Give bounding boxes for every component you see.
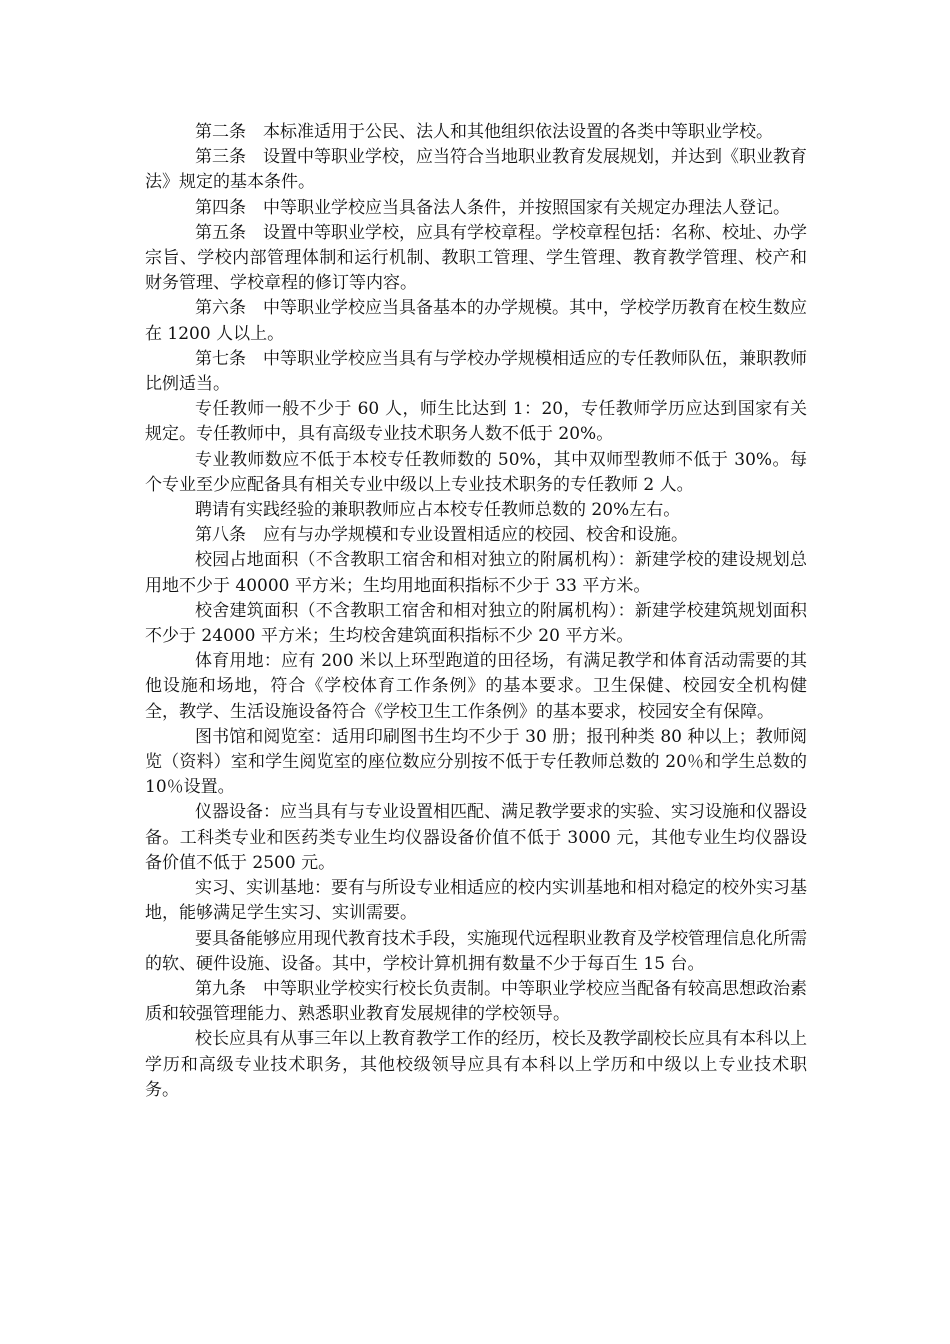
paragraph-training-base: 实习、实训基地：要有与所设专业相适应的校内实训基地和相对稳定的校外实习基地，能够满足学生实习、实训需要。 bbox=[145, 878, 807, 924]
paragraph-sports-land: 体育用地：应有 200 米以上环型跑道的田径场，有满足教学和体育活动需要的其他设施和场地，符合《学校体育工作条例》的基本要求。卫生保健、校园安全机构健全，教学、生活设施设备符合《学校卫生工作条例》的基本要求，校园安全有保障。 bbox=[145, 651, 807, 722]
paragraph-article-2: 第二条 本标准适用于公民、法人和其他组织依法设置的各类中等职业学校。 bbox=[195, 122, 773, 142]
paragraph-part-time-teachers: 聘请有实践经验的兼职教师应占本校专任教师总数的 20%左右。 bbox=[195, 500, 681, 521]
paragraph-article-4: 第四条 中等职业学校应当具备法人条件，并按照国家有关规定办理法人登记。 bbox=[195, 197, 790, 218]
document-body bbox=[145, 120, 807, 1103]
paragraph-campus-area: 校园占地面积（不含教职工宿舍和相对独立的附属机构）：新建学校的建设规划总用地不少于 40000 平方米；生均用地面积指标不少于 33 平方米。 bbox=[145, 550, 807, 596]
paragraph-education-technology: 要具备能够应用现代教育技术手段，实施现代远程职业教育及学校管理信息化所需的软、硬件设施、设备。其中，学校计算机拥有数量不少于每百生 15 台。 bbox=[145, 928, 807, 974]
paragraph-building-area: 校舍建筑面积（不含教职工宿舍和相对独立的附属机构）：新建学校建筑规划面积不少于 24000 平方米；生均校舍建筑面积指标不少 20 平方米。 bbox=[145, 600, 807, 647]
paragraph-article-3: 第三条 设置中等职业学校，应当符合当地职业教育发展规划，并达到《职业教育法》规定的基本条件。 bbox=[145, 147, 807, 193]
paragraph-article-6: 第六条 中等职业学校应当具备基本的办学规模。其中，学校学历教育在校生数应在 1200 人以上。 bbox=[145, 298, 807, 344]
paragraph-article-8: 第八条 应有与办学规模和专业设置相适应的校园、校舍和设施。 bbox=[195, 525, 688, 546]
paragraph-full-time-teachers: 专任教师一般不少于 60 人，师生比达到 1：20，专任教师学历应达到国家有关规定。专任教师中，具有高级专业技术职务人数不低于 20%。 bbox=[145, 399, 807, 445]
paragraph-article-5: 第五条 设置中等职业学校，应具有学校章程。学校章程包括：名称、校址、办学宗旨、学校内部管理体制和运行机制、教职工管理、学生管理、教育教学管理、校产和财务管理、学校章程的修订等内容。 bbox=[145, 222, 807, 294]
paragraph-professional-teachers: 专业教师数应不低于本校专任教师数的 50%，其中双师型教师不低于 30%。每个专业至少应配备具有相关专业中级以上专业技术职务的专任教师 2 人。 bbox=[145, 449, 807, 495]
paragraph-article-7: 第七条 中等职业学校应当具有与学校办学规模相适应的专任教师队伍，兼职教师比例适当。 bbox=[145, 348, 807, 395]
paragraph-equipment: 仪器设备：应当具有与专业设置相匹配、满足教学要求的实验、实习设施和仪器设备。工科类专业和医药类专业生均仪器设备价值不低于 3000 元，其他专业生均仪器设备价值不低于 2500 元。 bbox=[145, 802, 807, 873]
paragraph-article-9: 第九条 中等职业学校实行校长负责制。中等职业学校应当配备有较高思想政治素质和较强管理能力、熟悉职业教育发展规律的学校领导。 bbox=[145, 978, 807, 1025]
paragraph-library: 图书馆和阅览室：适用印刷图书生均不少于 30 册；报刊种类 80 种以上；教师阅览（资料）室和学生阅览室的座位数应分别按不低于专任教师总数的 20％和学生总数的 10％设置。 bbox=[145, 726, 807, 798]
paragraph-principal-qualification: 校长应具有从事三年以上教育教学工作的经历，校长及教学副校长应具有本科以上学历和高级专业技术职务，其他校级领导应具有本科以上学历和中级以上专业技术职务。 bbox=[145, 1029, 807, 1100]
